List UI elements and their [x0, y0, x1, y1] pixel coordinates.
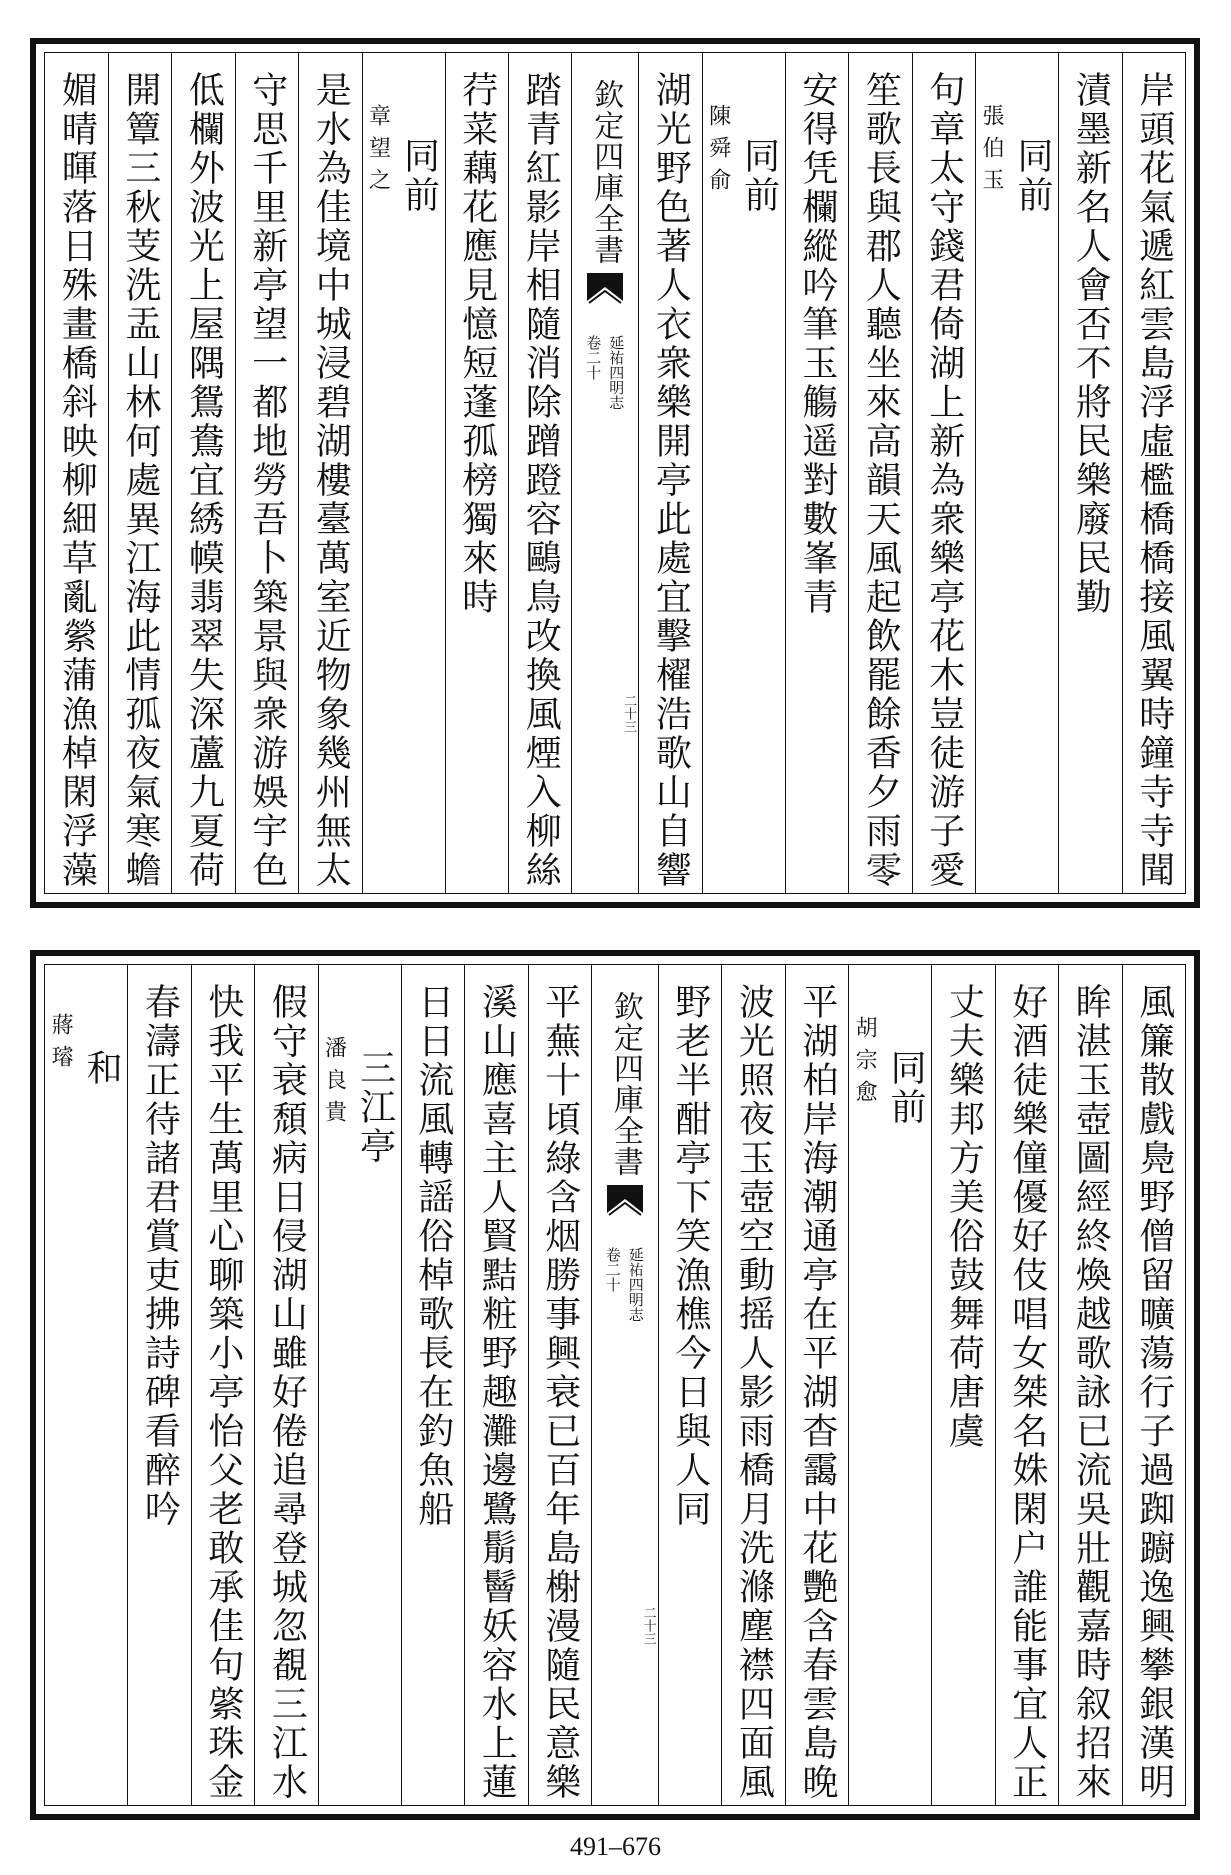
text-line: 野老半酣亭下笑漁樵今日與人同 — [669, 983, 711, 1529]
poem-author: 潘良貴 — [321, 1035, 347, 1132]
poem-heading-column — [362, 53, 445, 893]
poem-title: 同前 — [885, 1049, 927, 1127]
text-column — [931, 965, 994, 1805]
text-column — [171, 53, 234, 893]
text-line: 風簾散戲鳧野僧留曠蕩行子過踟躕逸興攀銀漢明 — [1133, 983, 1175, 1802]
poem-heading-column — [975, 53, 1058, 893]
poem-title: 同前 — [398, 137, 440, 215]
poem-title: 同前 — [738, 137, 780, 215]
text-column — [1122, 965, 1185, 1805]
text-column — [995, 965, 1058, 1805]
text-line: 丈夫樂邦方美俗鼓舞荷唐虞 — [943, 983, 985, 1451]
text-line: 日日流風轉謡俗棹歌長在釣魚船 — [412, 983, 454, 1529]
poem-title: 和 — [81, 1049, 123, 1088]
text-line: 湖光野色著人衣衆樂開亭此處宜擊櫂浩歌山自響 — [650, 71, 692, 890]
poem-author: 胡宗愈 — [852, 1016, 878, 1112]
text-line: 守思千里新亭望一都地勞吾卜築景與衆游娛宇色 — [246, 71, 288, 890]
text-column — [445, 53, 508, 893]
text-column — [127, 965, 190, 1805]
poem-author: 陳舜俞 — [705, 104, 731, 200]
text-column — [848, 53, 911, 893]
page-number: 二十三 — [640, 1606, 656, 1645]
text-column — [401, 965, 464, 1805]
text-column — [1058, 53, 1121, 893]
book-title: 欽定四庫全書 — [607, 991, 643, 1177]
text-column — [108, 53, 171, 893]
text-column — [45, 53, 107, 893]
book-title: 欽定四庫全書 — [588, 79, 624, 265]
text-line: 笙歌長與郡人聽坐來高韻天風起飲罷餘香夕雨零 — [860, 71, 902, 890]
text-line: 溪山應喜主人賢黠粧野趣灘邊鷺鬅鬙妖容水上蓮 — [476, 983, 518, 1802]
text-column — [658, 965, 721, 1805]
text-line: 低欄外波光上屋隅鴛鴦宜綉幙翡翠失深蘆九夏荷 — [183, 71, 225, 890]
chapter-label: 延祐四明志 — [607, 335, 626, 410]
text-column — [464, 965, 527, 1805]
text-column — [785, 965, 848, 1805]
text-line: 岸頭花氣遞紅雲島浮虛檻橋橋接風翼時鐘寺寺聞 — [1133, 71, 1175, 890]
text-column — [235, 53, 298, 893]
text-column — [254, 965, 317, 1805]
text-line: 荇菜藕花應見憶短蓬孤榜獨來時 — [456, 71, 498, 617]
text-column — [638, 53, 701, 893]
text-column — [508, 53, 571, 893]
text-column — [721, 965, 784, 1805]
volume-label: 卷二十 — [584, 335, 603, 380]
fish-tail-mark-icon — [587, 273, 623, 327]
text-line: 踏青紅影岸相隨消除蹭蹬容鷗鳥改換風煙入柳絲 — [520, 71, 562, 890]
center-fold-strip — [591, 965, 658, 1805]
text-line: 假守衰頹病日侵湖山雖好倦追尋登城忽覩三江水 — [266, 983, 308, 1802]
page-number: 二十三 — [621, 694, 637, 733]
text-line: 開簟三秋芰洗盂山林何處異江海此情孤夜氣寒蟾 — [119, 71, 161, 890]
poem-author: 章望之 — [365, 104, 391, 200]
chapter-label: 延祐四明志 — [626, 1247, 645, 1322]
poem-title: 三江亭 — [354, 1049, 396, 1166]
text-line: 安得凭欄縱吟筆玉觴遥對數峯青 — [796, 71, 838, 617]
poem-heading-column — [848, 965, 931, 1805]
fish-tail-mark-icon — [607, 1185, 643, 1239]
text-column — [912, 53, 975, 893]
text-line: 好酒徒樂僮優好伎唱女桀名姝閑户誰能事宜人正 — [1006, 983, 1048, 1802]
text-line: 春濤正待諸君賞吏拂詩碑看醉吟 — [139, 983, 181, 1529]
text-line: 平蕪十頃綠含烟勝事興衰已百年島榭漫隨民意樂 — [539, 983, 581, 1802]
page-bottom — [30, 950, 1200, 1820]
text-column — [785, 53, 848, 893]
center-fold-strip — [571, 53, 638, 893]
text-line: 是水為佳境中城浸碧湖樓臺萬室近物象幾州無太 — [310, 71, 352, 890]
page-footer-number: 491–676 — [570, 1832, 661, 1861]
text-column — [1122, 53, 1185, 893]
poem-heading-column — [45, 965, 127, 1805]
text-line: 波光照夜玉壺空動摇人影雨橋月洗滌塵襟四面風 — [733, 983, 775, 1802]
page-top — [30, 38, 1200, 908]
text-line: 句章太守錢君倚湖上新為衆樂亭花木豈徒游子愛 — [923, 71, 965, 890]
poem-author: 蔣璿 — [48, 1012, 74, 1077]
poem-heading-column — [318, 965, 401, 1805]
text-column — [528, 965, 591, 1805]
text-column — [1058, 965, 1121, 1805]
text-line: 快我平生萬里心聊築小亭怡父老敢承佳句綮珠金 — [202, 983, 244, 1802]
text-line: 平湖柏岸海潮通亭在平湖杳靄中花艷含春雲島晚 — [796, 983, 838, 1802]
text-column — [191, 965, 254, 1805]
poem-author: 張伯玉 — [979, 104, 1005, 200]
text-line: 媚晴暉落日殊畫橋斜映柳細草亂縈蒲漁棹閑浮藻 — [56, 71, 98, 890]
text-column — [298, 53, 361, 893]
poem-title: 同前 — [1012, 137, 1054, 215]
poem-heading-column — [702, 53, 785, 893]
text-line: 漬墨新名人會否不將民樂廢民勤 — [1070, 71, 1112, 617]
volume-label: 卷二十 — [603, 1247, 622, 1292]
text-line: 眸湛玉壺圖經終煥越歌詠已流吳壯觀嘉時叙招來 — [1070, 983, 1112, 1802]
